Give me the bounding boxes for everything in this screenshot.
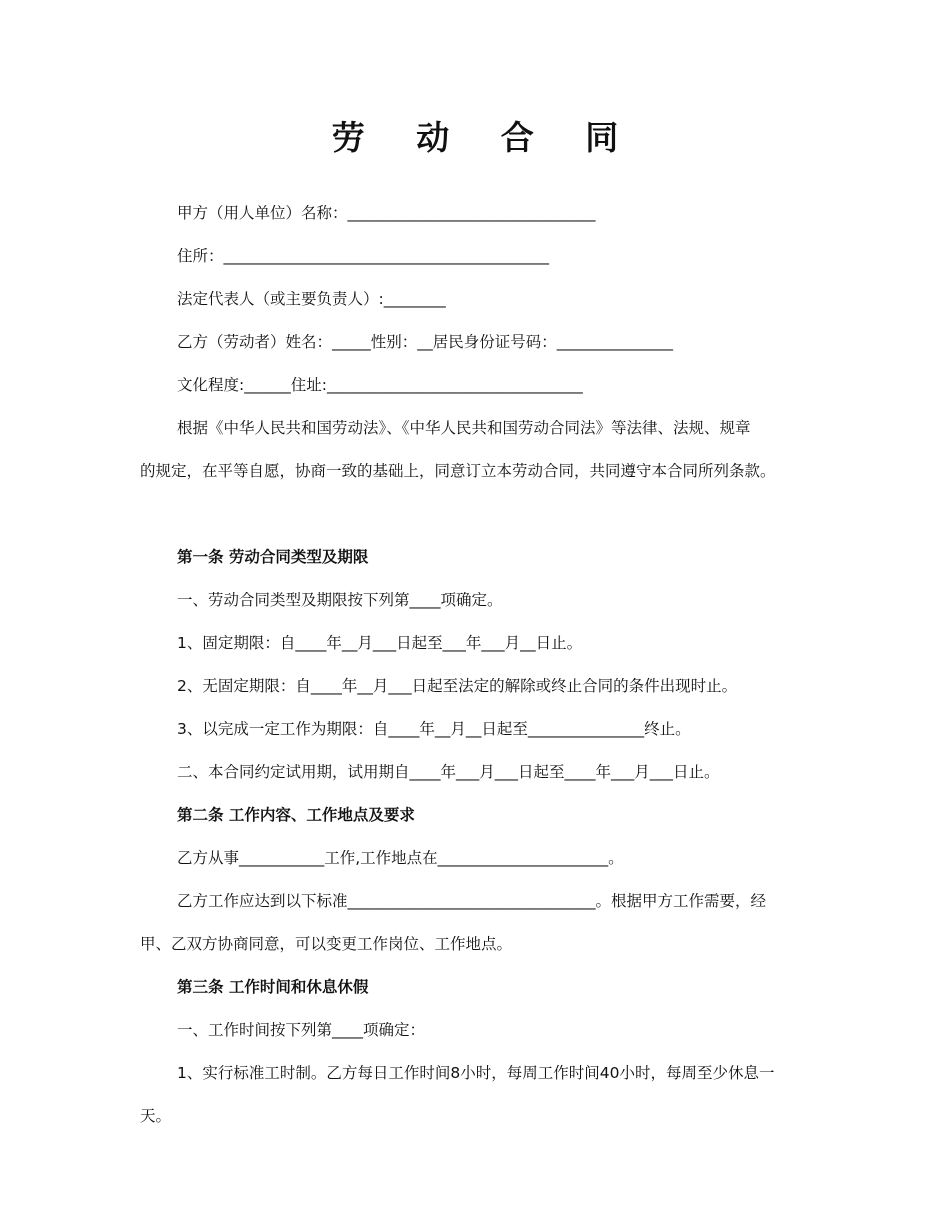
- article-1-heading: 第一条 劳动合同类型及期限: [177, 548, 369, 566]
- article-2-clause: 乙方从事___________工作,工作地点在______________________。: [177, 849, 624, 867]
- legal-representative-field: 法定代表人（或主要负责人）:________: [177, 290, 446, 308]
- article-2-heading: 第二条 工作内容、工作地点及要求: [177, 806, 415, 824]
- employer-name-field: 甲方（用人单位）名称：________________________________: [177, 204, 596, 222]
- employer-address-field: 住所：__________________________________________: [177, 247, 550, 265]
- article-3-clause: 一、工作时间按下列第____项确定：: [177, 1021, 426, 1039]
- intro-paragraph-line: 的规定，在平等自愿，协商一致的基础上，同意订立本劳动合同，共同遵守本合同所列条款。: [140, 462, 776, 480]
- employee-info-field: 乙方（劳动者）姓名：_____性别：__居民身份证号码：_______________: [177, 333, 674, 351]
- article-1-clause: 一、劳动合同类型及期限按下列第____项确定。: [177, 591, 503, 609]
- article-3-heading: 第三条 工作时间和休息休假: [177, 978, 369, 996]
- article-2-clause: 甲、乙双方协商同意，可以变更工作岗位、工作地点。: [140, 935, 513, 953]
- article-3-clause: 天。: [140, 1107, 172, 1125]
- intro-paragraph-line: 根据《中华人民共和国劳动法》、《中华人民共和国劳动合同法》等法律、法规、规章: [177, 419, 751, 437]
- article-2-clause: 乙方工作应达到以下标准________________________________。根据甲方工作需要，经: [177, 892, 767, 910]
- article-3-clause: 1、实行标准工时制。乙方每日工作时间8小时，每周工作时间40小时，每周至少休息一: [177, 1064, 775, 1082]
- article-1-clause: 二、本合同约定试用期，试用期自____年___月___日起至____年___月___日止。: [177, 763, 720, 781]
- document-title: 劳 动 合 同: [331, 118, 639, 157]
- article-1-clause: 2、无固定期限：自____年__月___日起至法定的解除或终止合同的条件出现时止。: [177, 677, 738, 695]
- article-1-clause: 1、固定期限：自____年__月___日起至___年___月__日止。: [177, 634, 583, 652]
- article-1-clause: 3、以完成一定工作为期限：自____年__月__日起至_______________终止。: [177, 720, 691, 738]
- education-address-field: 文化程度:______住址:_________________________________: [177, 376, 583, 394]
